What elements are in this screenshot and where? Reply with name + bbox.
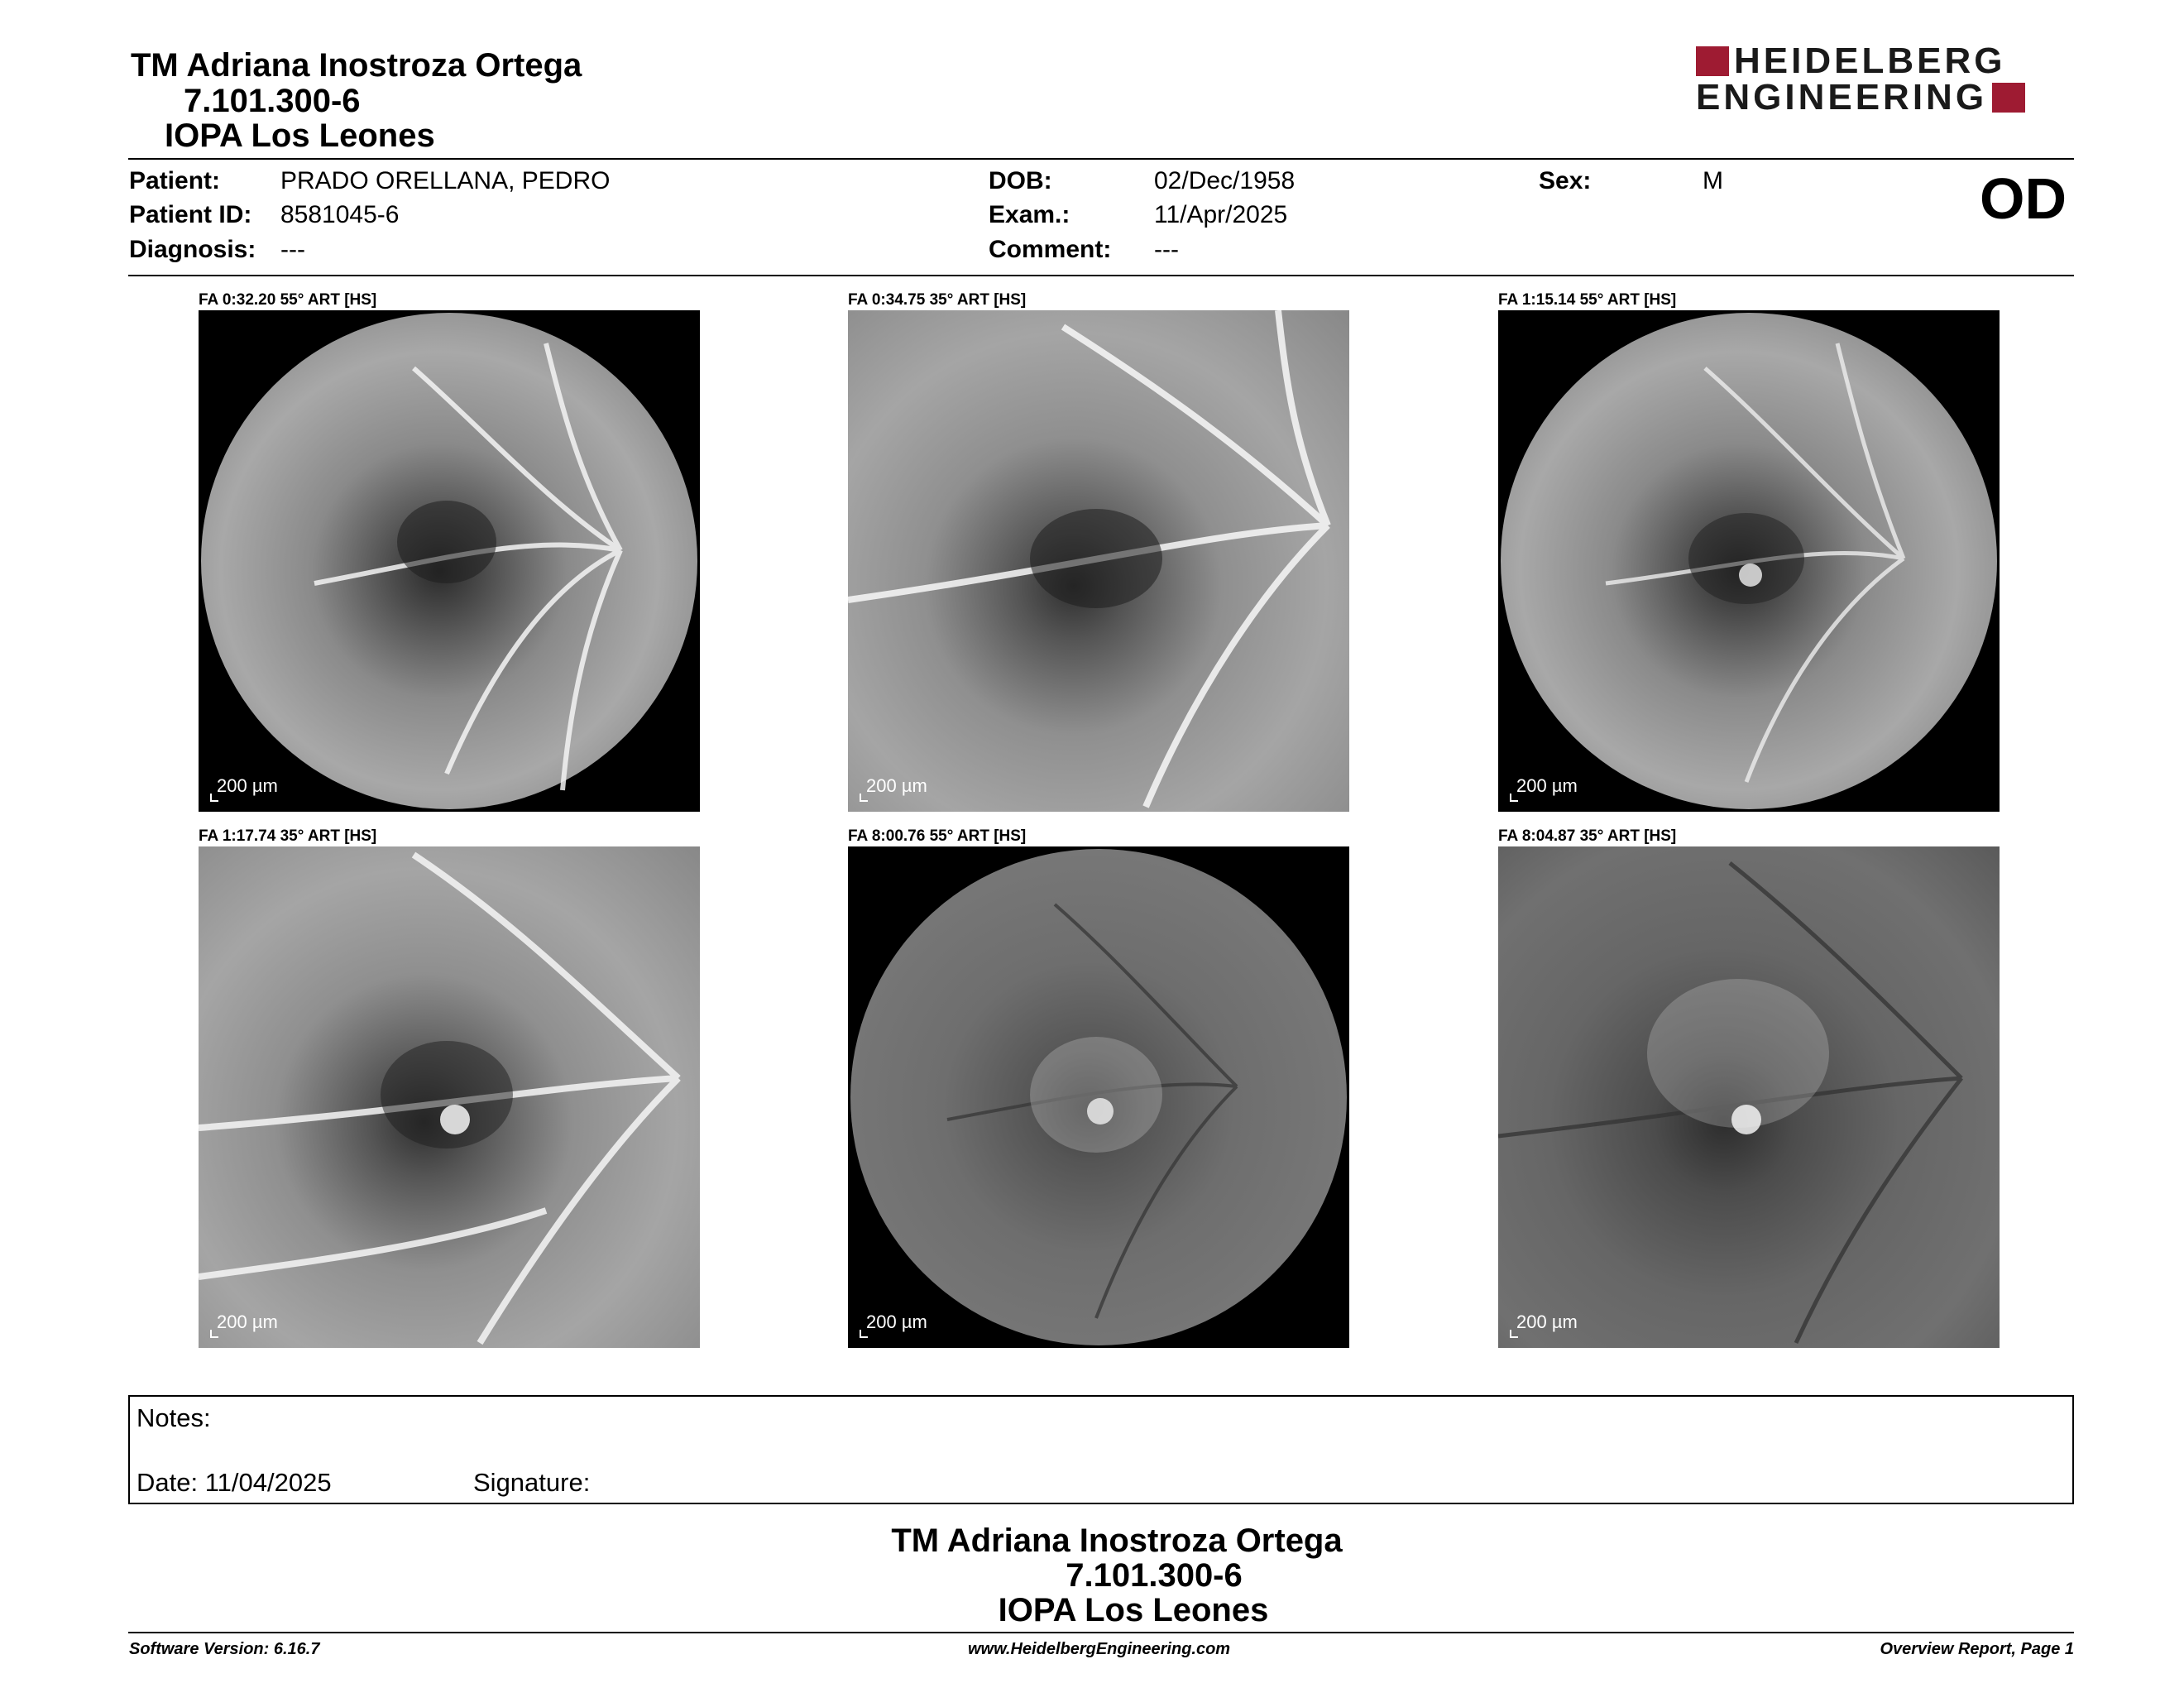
fundus-image[interactable] (1498, 310, 2000, 812)
vessel-overlay (199, 310, 700, 812)
dob-value: 02/Dec/1958 (1154, 167, 1296, 194)
logo-square-icon (1696, 46, 1729, 76)
scale-label: 200 µm (866, 1312, 927, 1332)
signature-label: Signature: (473, 1468, 591, 1497)
vessel-overlay (848, 846, 1349, 1348)
image-caption: FA 1:15.14 55° ART [HS] (1498, 291, 1677, 309)
footer-practitioner-name: TM Adriana Inostroza Ortega (891, 1523, 1343, 1559)
scale-label: 200 µm (217, 775, 278, 796)
sex-value: M (1703, 167, 1723, 194)
scale-label: 200 µm (1516, 775, 1578, 796)
notes-label: Notes: (136, 1403, 211, 1432)
exam-label: Exam.: (989, 201, 1070, 228)
vessel-overlay (199, 846, 700, 1348)
exam-value: 11/Apr/2025 (1154, 201, 1288, 228)
diagnosis-value: --- (280, 236, 305, 263)
footer-divider (128, 1632, 2074, 1633)
image-caption: FA 8:00.76 55° ART [HS] (848, 827, 1027, 845)
patient-id-value: 8581045-6 (280, 201, 400, 228)
patient-divider (128, 275, 2074, 276)
sex-label: Sex: (1539, 167, 1592, 194)
website-link[interactable]: www.HeidelbergEngineering.com (968, 1640, 1231, 1658)
vessel-overlay (848, 310, 1349, 812)
logo-text-engineering: ENGINEERING (1696, 77, 1988, 117)
image-caption: FA 8:04.87 35° ART [HS] (1498, 827, 1677, 845)
dob-label: DOB: (989, 167, 1052, 194)
software-version: Software Version: 6.16.7 (129, 1640, 320, 1658)
image-caption: FA 0:32.20 55° ART [HS] (199, 291, 377, 309)
image-caption: FA 0:34.75 35° ART [HS] (848, 291, 1027, 309)
footer-clinic-name: IOPA Los Leones (998, 1592, 1269, 1628)
logo-text-heidelberg: HEIDELBERG (1734, 41, 2006, 81)
diagnosis-label: Diagnosis: (129, 236, 256, 263)
header-practitioner-id: 7.101.300-6 (184, 83, 361, 119)
vessel-overlay (1498, 310, 2000, 812)
patient-name: PRADO ORELLANA, PEDRO (280, 167, 611, 194)
logo-square-icon (1992, 83, 2025, 113)
notes-date: Date: 11/04/2025 (136, 1468, 332, 1497)
comment-value: --- (1154, 236, 1179, 263)
header-clinic-name: IOPA Los Leones (165, 117, 435, 154)
image-caption: FA 1:17.74 35° ART [HS] (199, 827, 377, 845)
fundus-image[interactable] (199, 310, 700, 812)
footer-practitioner-id: 7.101.300-6 (1066, 1557, 1243, 1594)
scale-label: 200 µm (1516, 1312, 1578, 1332)
fundus-image[interactable] (848, 310, 1349, 812)
fundus-image[interactable] (199, 846, 700, 1348)
eye-indicator: OD (1980, 166, 2067, 231)
header-divider (128, 158, 2074, 160)
heidelberg-logo-line2 (1696, 77, 2025, 117)
scale-label: 200 µm (866, 775, 927, 796)
fundus-image[interactable] (848, 846, 1349, 1348)
notes-box[interactable] (128, 1395, 2074, 1504)
page-indicator: Overview Report, Page 1 (1880, 1640, 2074, 1658)
header-practitioner-name: TM Adriana Inostroza Ortega (131, 47, 582, 84)
fundus-image[interactable] (1498, 846, 2000, 1348)
scale-label: 200 µm (217, 1312, 278, 1332)
patient-label: Patient: (129, 167, 221, 194)
patient-id-label: Patient ID: (129, 201, 252, 228)
vessel-overlay (1498, 846, 2000, 1348)
heidelberg-logo-line1 (1696, 41, 2006, 81)
comment-label: Comment: (989, 236, 1112, 263)
